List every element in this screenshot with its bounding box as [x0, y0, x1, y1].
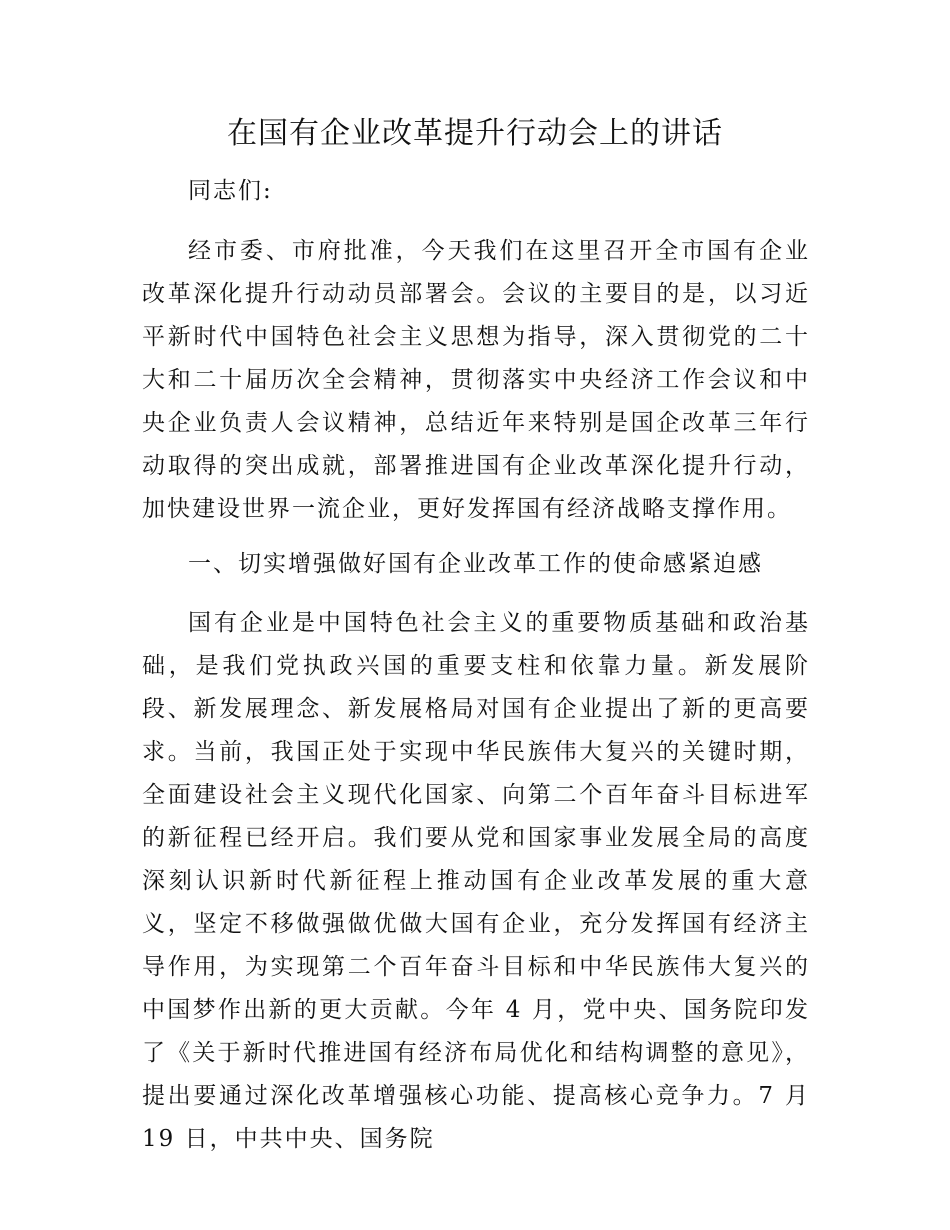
paragraph-2: 国有企业是中国特色社会主义的重要物质基础和政治基础，是我们党执政兴国的重要支柱和依靠力量。新发展阶段、新发展理念、新发展格局对国有企业提出了新的更高要求。当前，我国正处于实现中华民族伟大复兴的关键时期，全面建设社会主义现代化国家、向第二个百年奋斗目标进军的新征程已经开启。我们要从党和国家事业发展全局的高度深刻认识新时代新征程上推动国有企业改革发展的重大意义，坚定不移做强做优做大国有企业，充分发挥国有经济主导作用，为实现第二个百年奋斗目标和中华民族伟大复兴的中国梦作出新的更大贡献。今年 4 月，党中央、国务院印发了《关于新时代推进国有经济布局优化和结构调整的意见》，提出要通过深化改革增强核心功能、提高核心竞争力。7 月 19 日，中共中央、国务院 [142, 610, 810, 1152]
section-heading-1: 一、切实增强做好国有企业改革工作的使命感紧迫感 [188, 551, 763, 577]
document-body [142, 170, 810, 1173]
document-title: 在国有企业改革提升行动会上的讲话 [227, 116, 723, 151]
paragraph-1: 经市委、市府批准，今天我们在这里召开全市国有企业改革深化提升行动动员部署会。会议的主要目的是，以习近平新时代中国特色社会主义思想为指导，深入贯彻党的二十大和二十届历次全会精神，贯彻落实中央经济工作会议和中央企业负责人会议精神，总结近年来特别是国企改革三年行动取得的突出成就，部署推进国有企业改革深化提升行动，加快建设世界一流企业，更好发挥国有经济战略支撑作用。 [142, 238, 810, 522]
greeting: 同志们: [188, 178, 273, 204]
